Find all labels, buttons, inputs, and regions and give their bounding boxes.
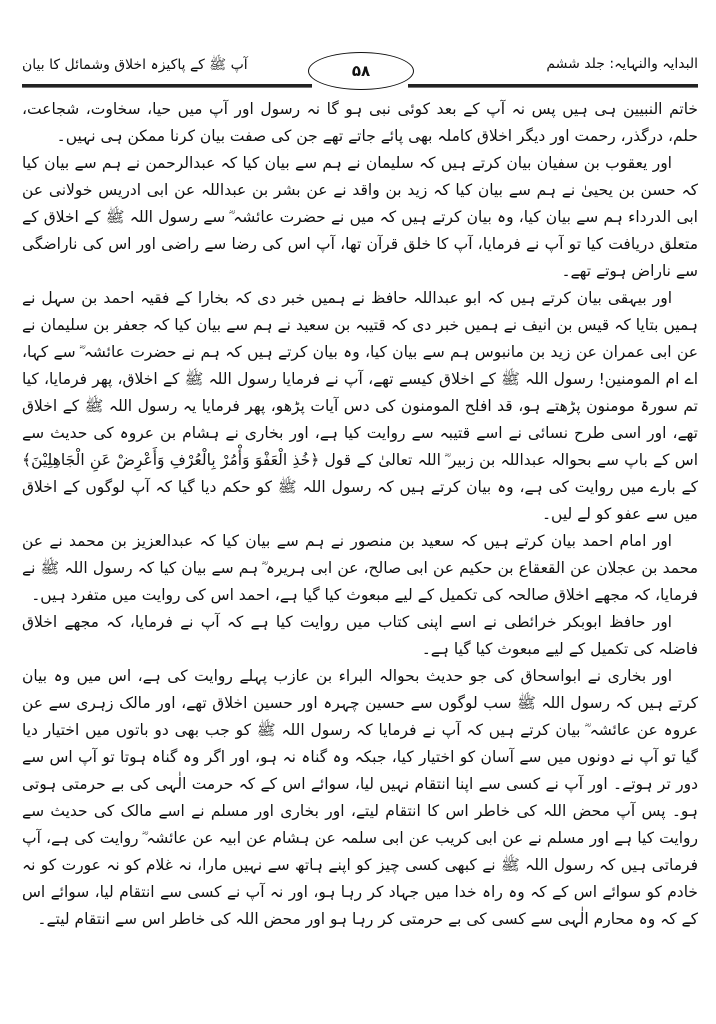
header-rule-right — [408, 84, 698, 88]
page-number: ۵۸ — [308, 52, 414, 90]
paragraph: اور امام احمد بیان کرتے ہیں کہ سعید بن منصور نے ہم سے بیان کیا کہ عبدالعزیز بن محمد نے عن محمد بن عجلان عن القعقاع بن حکیم عن ابی صالح، عن ابی ہریرہ ؓ ہم سے بیان کیا کہ رسول اللہ ﷺ نے فرمایا، کہ مجھے اخلاق صالحہ کی تکمیل کے لیے مبعوث کیا گیا ہے، احمد اس کی روایت میں متفرد ہیں۔ — [22, 532, 698, 604]
page-body — [22, 96, 698, 933]
page-header — [22, 52, 698, 92]
paragraph: اور بخاری نے ابواسحاق کی جو حدیث بحوالہ البراء بن عازب پہلے روایت کی ہے، اس میں وہ بیان کرتے ہیں کہ رسول اللہ ﷺ سب لوگوں سے حسین چہرہ اور حسین اخلاق تھے، اور مالک زہری سے عن عروہ عن عائشہ ؓ بیان کرتے ہیں کہ آپ نے فرمایا کہ رسول اللہ ﷺ کو جب بھی دو باتوں میں اختیار دیا گیا تو آپ نے دونوں میں سے آسان کو اختیار کیا، جبکہ وہ گناہ نہ ہو، اور اگر وہ گناہ ہوتا تو آپ اس سے دور تر ہوتے۔ اور آپ نے کسی سے اپنا انتقام نہیں لیا، سوائے اس کے کہ حرمت الٰہی کی بے حرمتی ہوتی ہو۔ پس آپ محض اللہ کی خاطر اس کا انتقام لیتے، اور بخاری اور مسلم نے اسے مالک کی حدیث سے روایت کیا ہے اور مسلم نے عن ابی کریب عن ابی سلمہ عن ہشام عن ابیہ عن عائشہ ؓ روایت کی ہے، آپ فرماتی ہیں کہ رسول اللہ ﷺ نے کبھی کسی چیز کو اپنے ہاتھ سے نہیں مارا، نہ غلام کو نہ عورت کو نہ خادم کو سوائے اس کے کہ وہ راہ خدا میں جہاد کر رہا ہو، اور نہ آپ نے کسی سے انتقام لیا، سوائے اس کے کہ وہ محارم الٰہی سے کسی کی بے حرمتی کر رہا ہو اور محض اللہ کی خاطر اس سے انتقام لیتے۔ — [22, 667, 698, 928]
chapter-title: آپ ﷺ کے پاکیزہ اخلاق وشمائل کا بیان — [22, 57, 248, 73]
book-title: البدایہ والنہایہ: جلد ششم — [546, 56, 698, 72]
paragraph: اور بیہقی بیان کرتے ہیں کہ ابو عبداللہ حافظ نے ہمیں خبر دی کہ بخارا کے فقیہ احمد بن سہل نے ہمیں بتایا کہ قیس بن انیف نے ہمیں خبر دی کہ قتیبہ بن سعید نے ہم سے بیان کیا کہ جعفر بن سلیمان نے عن ابی عمران عن زید بن مانبوس ہم سے بیان کیا، وہ بیان کرتے ہیں کہ ہم نے حضرت عائشہ ؓ سے کہا، اے ام المومنین! رسول اللہ ﷺ کے اخلاق کیسے تھے، آپ نے فرمایا رسول اللہ ﷺ کے اخلاق، پھر فرمایا، کیا تم سورۃ مومنون پڑھتے ہو، قد افلح المومنون کی دس آیات پڑھو، پھر فرمایا یہ رسول اللہ ﷺ کے اخلاق تھے، اور اسی طرح نسائی نے اسے قتیبہ سے روایت کیا ہے، اور بخاری نے ہشام بن عروہ کی حدیث سے اس کے باپ سے بحوالہ عبداللہ بن زبیر ؓ اللہ تعالیٰ کے قول ﴿خُذِ الْعَفْوَ وَأْمُرْ بِالْعُرْفِ وَأَعْرِضْ عَنِ الْجَاهِلِيْنَ﴾ کے بارے میں روایت کی ہے، وہ بیان کرتے ہیں کہ رسول اللہ ﷺ کو حکم دیا گیا کہ آپ لوگوں کے اخلاق میں سے عفو کو لے لیں۔ — [22, 289, 698, 523]
header-rule-left — [22, 84, 312, 88]
paragraph: خاتم النبیین ہی ہیں پس نہ آپ کے بعد کوئی نبی ہو گا نہ رسول اور آپ میں حیا، سخاوت، شجاعت، حلم، درگذر، رحمت اور دیگر اخلاق کاملہ بھی پائے جاتے تھے جن کی صفت بیان کرنا ممکن ہی نہیں۔ — [22, 100, 698, 145]
paragraph: اور یعقوب بن سفیان بیان کرتے ہیں کہ سلیمان نے ہم سے بیان کیا کہ عبدالرحمن نے ہم سے بیان کیا کہ حسن بن یحییٰ نے ہم سے بیان کیا کہ زید بن واقد نے عن بشر بن عبداللہ عن ابی ادریس خولانی عن ابی الدرداء ہم سے بیان کیا، وہ بیان کرتے ہیں کہ میں نے حضرت عائشہ ؓ سے رسول اللہ ﷺ کے اخلاق کے متعلق دریافت کیا تو آپ نے فرمایا، آپ کا خلق قرآن تھا، آپ اس کی رضا سے راضی اور اس کی ناراضگی سے ناراض ہوتے تھے۔ — [22, 154, 698, 280]
paragraph: اور حافظ ابوبکر خرائطی نے اسے اپنی کتاب میں روایت کیا ہے کہ آپ نے فرمایا، کہ مجھے اخلاق فاضلہ کی تکمیل کے لیے مبعوث کیا گیا ہے۔ — [22, 613, 698, 658]
